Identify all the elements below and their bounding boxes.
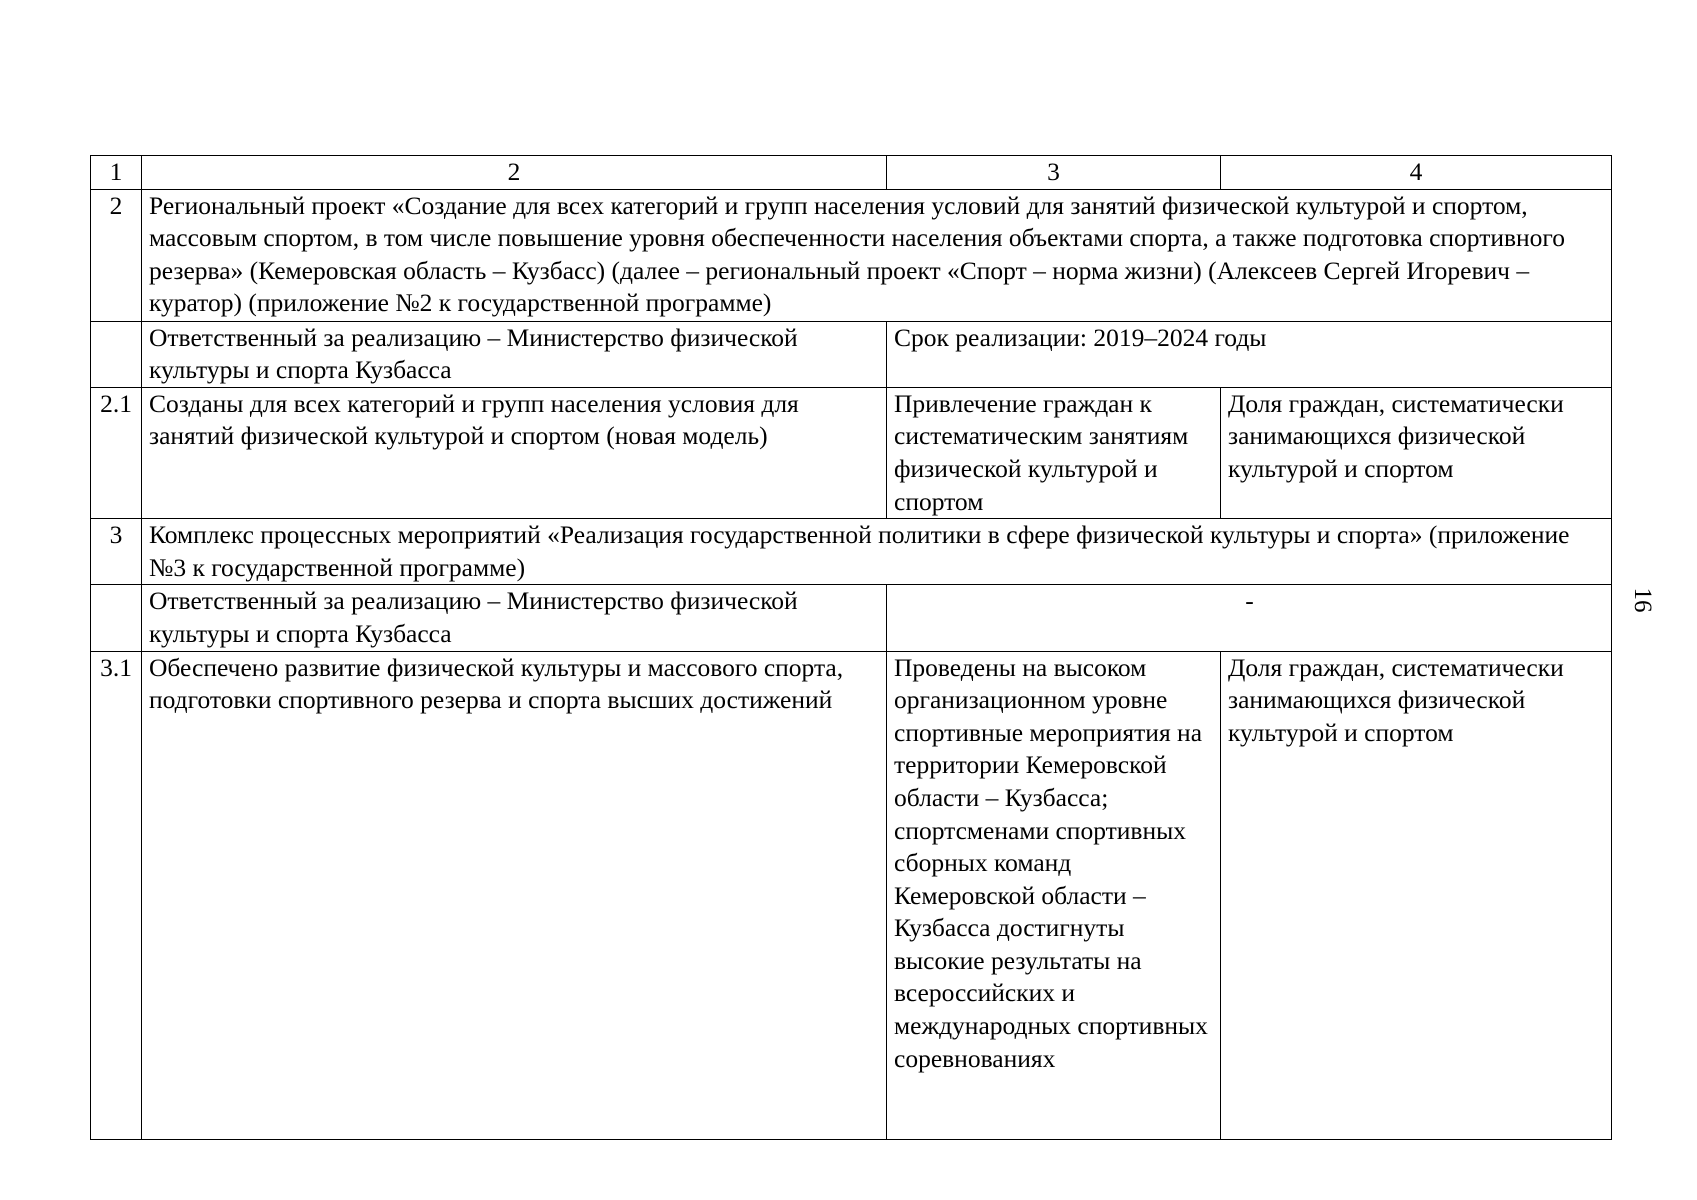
table-row-regional-responsible — [91, 321, 1612, 387]
row-number — [91, 321, 142, 387]
table-row-process-responsible — [91, 585, 1612, 651]
process-complex-title: Комплекс процессных мероприятий «Реализация государственной политики в сфере физической культуры и спорта» (приложение №3 к государственной программе) — [142, 519, 1612, 585]
indicator-text: Доля граждан, систематически занимающихся физической культурой и спортом — [1221, 387, 1612, 518]
table-row-process-complex — [91, 519, 1612, 585]
header-col-3: 3 — [887, 156, 1221, 190]
table-header-row — [91, 156, 1612, 190]
row-number: 2 — [91, 189, 142, 321]
header-col-1: 1 — [91, 156, 142, 190]
responsible-text: Ответственный за реализацию – Министерство физической культуры и спорта Кузбасса — [142, 321, 887, 387]
row-number: 2.1 — [91, 387, 142, 518]
task-text: Созданы для всех категорий и групп населения условия для занятий физической культурой и спортом (новая модель) — [142, 387, 887, 518]
implementation-period: Срок реализации: 2019–2024 годы — [887, 321, 1612, 387]
table-row-task-3-1 — [91, 651, 1612, 1139]
table-row-task-2-1 — [91, 387, 1612, 518]
task-text: Обеспечено развитие физической культуры и массового спорта, подготовки спортивного резерва и спорта высших достижений — [142, 651, 887, 1139]
effect-text: Проведены на высоком организационном уровне спортивные мероприятия на территории Кемеровской области – Кузбасса; спортсменами спортивных сборных команд Кемеровской области – Кузбасса достигнуты высокие результаты на всероссийских и международных спортивных соревнованиях — [887, 651, 1221, 1139]
row-number — [91, 585, 142, 651]
header-col-2: 2 — [142, 156, 887, 190]
effect-text: Привлечение граждан к систематическим занятиям физической культурой и спортом — [887, 387, 1221, 518]
responsible-text: Ответственный за реализацию – Министерство физической культуры и спорта Кузбасса — [142, 585, 887, 651]
row-number: 3 — [91, 519, 142, 585]
table-row-regional-project — [91, 189, 1612, 321]
header-col-4: 4 — [1221, 156, 1612, 190]
results-table — [90, 155, 1612, 1140]
page-number: 16 — [1629, 587, 1656, 613]
regional-project-title: Региональный проект «Создание для всех категорий и групп населения условий для занятий физической культурой и спортом, массовым спортом, в том числе повышение уровня обеспеченности населения объектами спорта, а также подготовка спортивного резерва» (Кемеровская область – Кузбасс) (далее – региональный проект «Спорт – норма жизни) (Алексеев Сергей Игоревич – куратор) (приложение №2 к государственной программе) — [142, 189, 1612, 321]
implementation-period: - — [887, 585, 1612, 651]
indicator-text: Доля граждан, систематически занимающихся физической культурой и спортом — [1221, 651, 1612, 1139]
row-number: 3.1 — [91, 651, 142, 1139]
